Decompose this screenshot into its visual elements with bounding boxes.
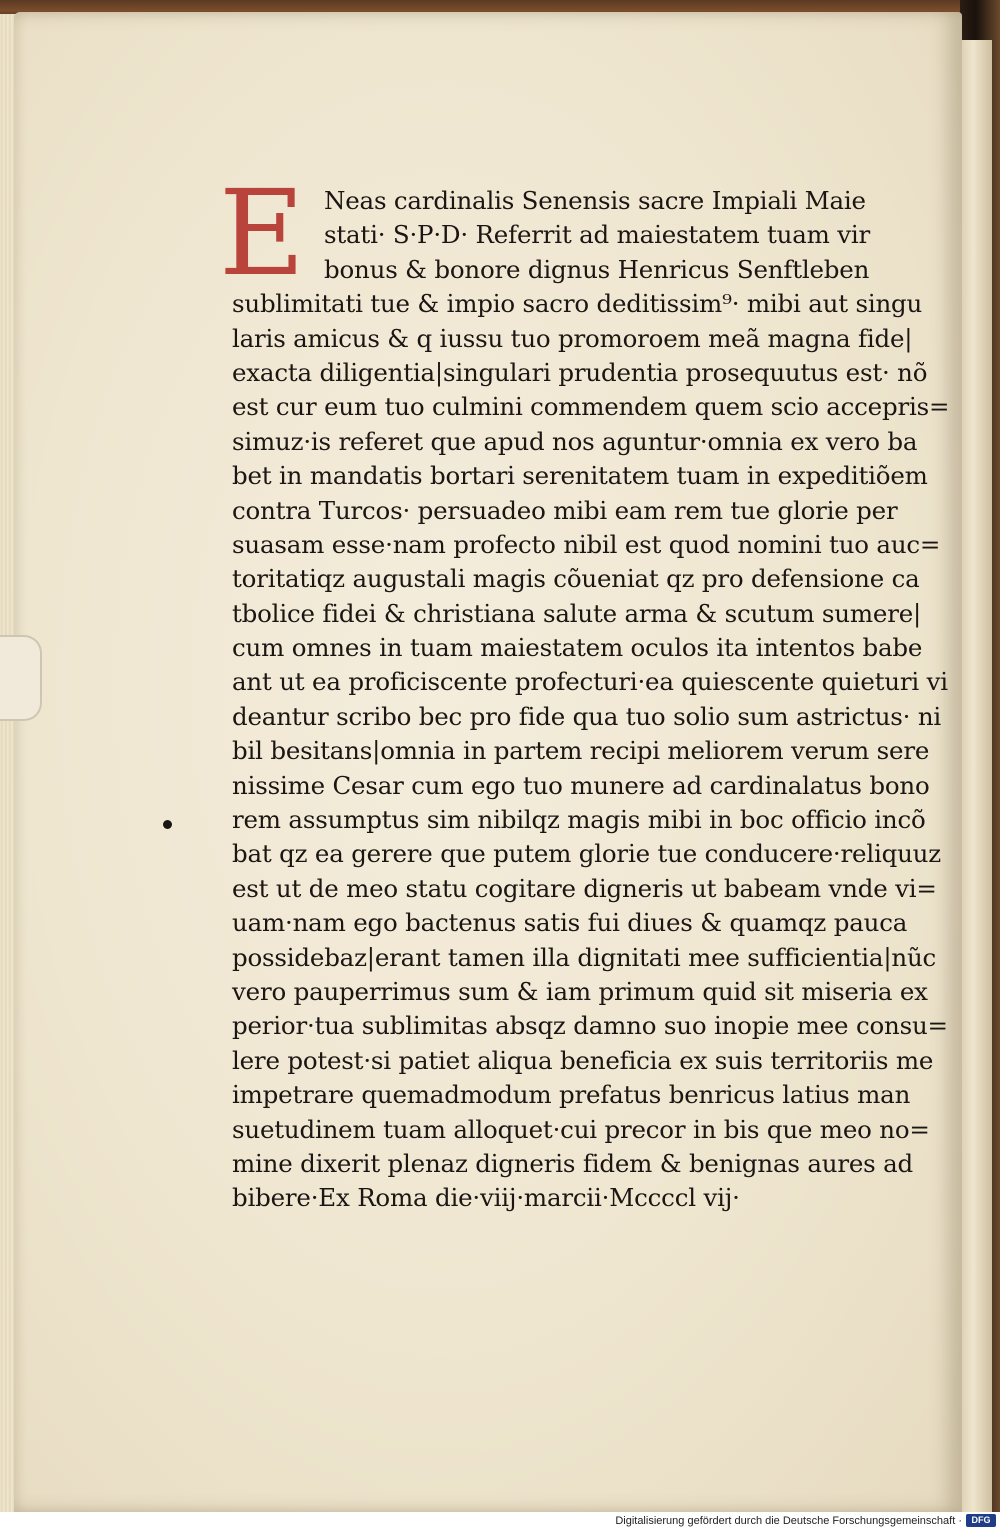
text-line: bat qz ea gerere que putem glorie tue conducere·reliquuz (232, 839, 941, 869)
letter-text (232, 184, 950, 1216)
text-line: bil besitans|omnia in partem recipi meliorem verum sere (232, 736, 930, 766)
text-line: suasam esse·nam profecto nibil est quod nomini tuo auc= (232, 529, 941, 559)
text-line: mine dixerit plenaz digneris fidem & benignas aures ad (232, 1148, 914, 1178)
funding-credit: Digitalisierung gefördert durch die Deutsche Forschungsgemeinschaft · (615, 1515, 962, 1527)
text-line: laris amicus & q iussu tuo promoroem meã magna fide| (232, 323, 913, 353)
facing-page-edge (957, 40, 992, 1512)
text-line: rem assumptus sim nibilqz magis mibi in boc officio incõ (232, 805, 926, 835)
dfg-logo: DFG (966, 1514, 996, 1527)
text-line: tbolice fidei & christiana salute arma & scutum sumere| (232, 598, 922, 628)
text-line: toritatiqz augustali magis cõueniat qz pro defensione ca (232, 564, 920, 594)
margin-ink-dot (163, 820, 172, 829)
text-line: lere potest·si patiet aliqua beneficia ex suis territoriis me (232, 1045, 934, 1075)
text-line: possidebaz|erant tamen illa dignitati mee sufficientia|nũc (232, 942, 937, 972)
text-line: ant ut ea proficiscente profecturi·ea quiescente quieturi vi (232, 667, 948, 697)
text-line: Neas cardinalis Senensis sacre Impiali Maie (324, 186, 866, 215)
text-line: est ut de meo statu cogitare digneris ut babeam vnde vi= (232, 873, 937, 903)
text-line: suetudinem tuam alloquet·cui precor in bis que meo no= (232, 1114, 930, 1144)
text-line: cum omnes in tuam maiestatem oculos ita intentos babe (232, 633, 923, 663)
text-line: impetrare quemadmodum prefatus benricus latius man (232, 1080, 911, 1110)
text-line: bet in mandatis bortari serenitatem tuam in expeditiõem (232, 461, 928, 491)
text-line: deantur scribo bec pro fide qua tuo solio sum astrictus· ni (232, 701, 942, 731)
text-line: est cur eum tuo culmini commendem quem scio accepris= (232, 392, 950, 422)
text-line: vero pauperrimus sum & iam primum quid sit miseria ex (232, 976, 928, 1006)
text-line: bonus & bonore dignus Henricus Senftleben (324, 254, 870, 284)
page-tab-marker (0, 635, 42, 721)
decorated-initial: E (218, 164, 306, 302)
text-line: exacta diligentia|singulari prudentia prosequutus est· nõ (232, 357, 928, 387)
text-line: bibere·Ex Roma die·viij·marcii·Mccccl vij· (232, 1183, 740, 1213)
text-line: perior·tua sublimitas absqz damno suo inopie mee consu= (232, 1011, 948, 1041)
text-line: nissime Cesar cum ego tuo munere ad cardinalatus bono (232, 770, 930, 800)
text-line: uam·nam ego bactenus satis fui diues & quamqz pauca (232, 908, 908, 938)
text-line: contra Turcos· persuadeo mibi eam rem tue glorie per (232, 495, 898, 525)
text-line: stati· S·P·D· Referrit ad maiestatem tuam vir (324, 220, 871, 250)
text-line: simuz·is referet que apud nos aguntur·omnia ex vero ba (232, 426, 918, 456)
text-line: sublimitati tue & impio sacro deditissim⁹· mibi aut singu (232, 289, 923, 319)
